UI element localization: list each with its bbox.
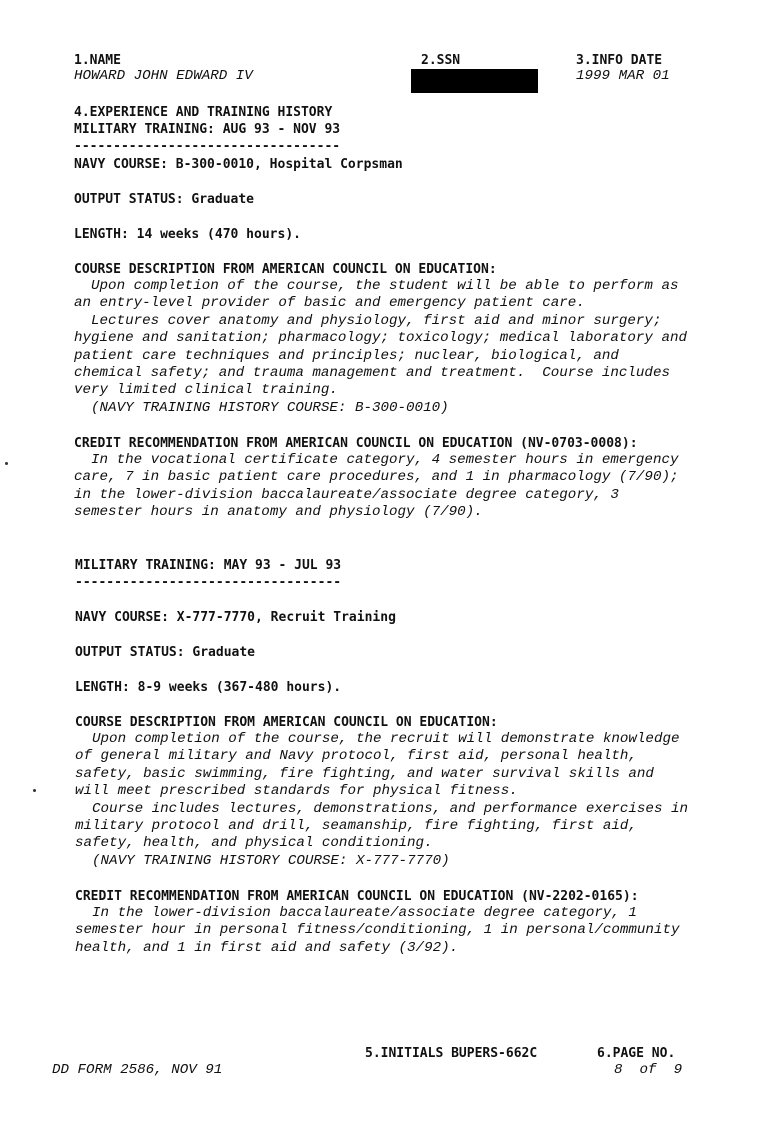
course-length: LENGTH: 8-9 weeks (367-480 hours). (75, 680, 342, 695)
output-status: OUTPUT STATUS: Graduate (74, 192, 255, 207)
description-line: Upon completion of the course, the recruit will demonstrate knowledge (75, 731, 680, 747)
description-line: Course includes lectures, demonstrations, and performance exercises in (75, 800, 688, 817)
credit-line: In the vocational certificate category, 4 semester hours in emergency (74, 452, 679, 468)
initials-label: 5.INITIALS BUPERS-662C (365, 1046, 538, 1061)
description-line: Upon completion of the course, the student will be able to perform as (74, 278, 679, 294)
credit-heading: CREDIT RECOMMENDATION FROM AMERICAN COUNCIL ON EDUCATION (NV-2202-0165): (75, 889, 639, 904)
info-date-value: 1999 MAR 01 (576, 68, 670, 84)
page-number-value: 8 of 9 (614, 1062, 683, 1078)
description-line: hygiene and sanitation; pharmacology; toxicology; medical laboratory and (74, 330, 687, 347)
ssn-redaction (411, 69, 538, 93)
course-title: NAVY COURSE: B-300-0010, Hospital Corpsman (74, 157, 403, 172)
page-number-label: 6.PAGE NO. (597, 1046, 676, 1061)
description-line: of general military and Navy protocol, first aid, personal health, (75, 748, 637, 765)
credit-line: semester hour in personal fitness/conditioning, 1 in personal/community (75, 922, 680, 939)
divider-line: ---------------------------------- (75, 575, 342, 590)
description-line: patient care techniques and principles; nuclear, biological, and (74, 347, 619, 364)
divider-line: ---------------------------------- (74, 139, 341, 154)
description-line: chemical safety; and trauma management and treatment. Course includes (74, 365, 670, 381)
course-title: NAVY COURSE: X-777-7770, Recruit Training (75, 610, 396, 625)
credit-line: semester hours in anatomy and physiology (7/90). (74, 504, 483, 521)
description-line: safety, basic swimming, fire fighting, and water survival skills and (75, 765, 654, 782)
description-line: (NAVY TRAINING HISTORY COURSE: X-777-7770) (75, 852, 450, 869)
description-line: an entry-level provider of basic and emergency patient care. (74, 295, 585, 312)
info-date-label: 3.INFO DATE (576, 53, 663, 68)
credit-line: in the lower-division baccalaureate/associate degree category, 3 (74, 486, 619, 503)
output-status: OUTPUT STATUS: Graduate (75, 645, 256, 660)
description-heading: COURSE DESCRIPTION FROM AMERICAN COUNCIL ON EDUCATION: (75, 715, 498, 730)
description-line: will meet prescribed standards for physical fitness. (75, 783, 518, 800)
ssn-label: 2.SSN (421, 53, 461, 68)
name-label: 1.NAME (74, 53, 121, 68)
training-period: MILITARY TRAINING: MAY 93 - JUL 93 (75, 558, 342, 573)
credit-line: In the lower-division baccalaureate/associate degree category, 1 (75, 905, 637, 921)
credit-line: care, 7 in basic patient care procedures, and 1 in pharmacology (7/90); (74, 469, 679, 486)
scan-speck (33, 789, 36, 792)
scan-speck (5, 462, 8, 465)
description-line: Lectures cover anatomy and physiology, first aid and minor surgery; (74, 312, 662, 329)
section-title: 4.EXPERIENCE AND TRAINING HISTORY (74, 105, 333, 120)
description-line: (NAVY TRAINING HISTORY COURSE: B-300-0010) (74, 399, 449, 416)
description-line: very limited clinical training. (74, 382, 338, 399)
description-heading: COURSE DESCRIPTION FROM AMERICAN COUNCIL ON EDUCATION: (74, 262, 497, 277)
course-length: LENGTH: 14 weeks (470 hours). (74, 227, 301, 242)
description-line: military protocol and drill, seamanship, fire fighting, first aid, (75, 818, 637, 834)
credit-line: health, and 1 in first aid and safety (3/92). (75, 939, 459, 956)
form-id: DD FORM 2586, NOV 91 (52, 1062, 223, 1078)
training-period: MILITARY TRAINING: AUG 93 - NOV 93 (74, 122, 341, 137)
credit-heading: CREDIT RECOMMENDATION FROM AMERICAN COUNCIL ON EDUCATION (NV-0703-0008): (74, 436, 638, 451)
description-line: safety, health, and physical conditioning. (75, 835, 433, 852)
name-value: HOWARD JOHN EDWARD IV (74, 68, 253, 84)
